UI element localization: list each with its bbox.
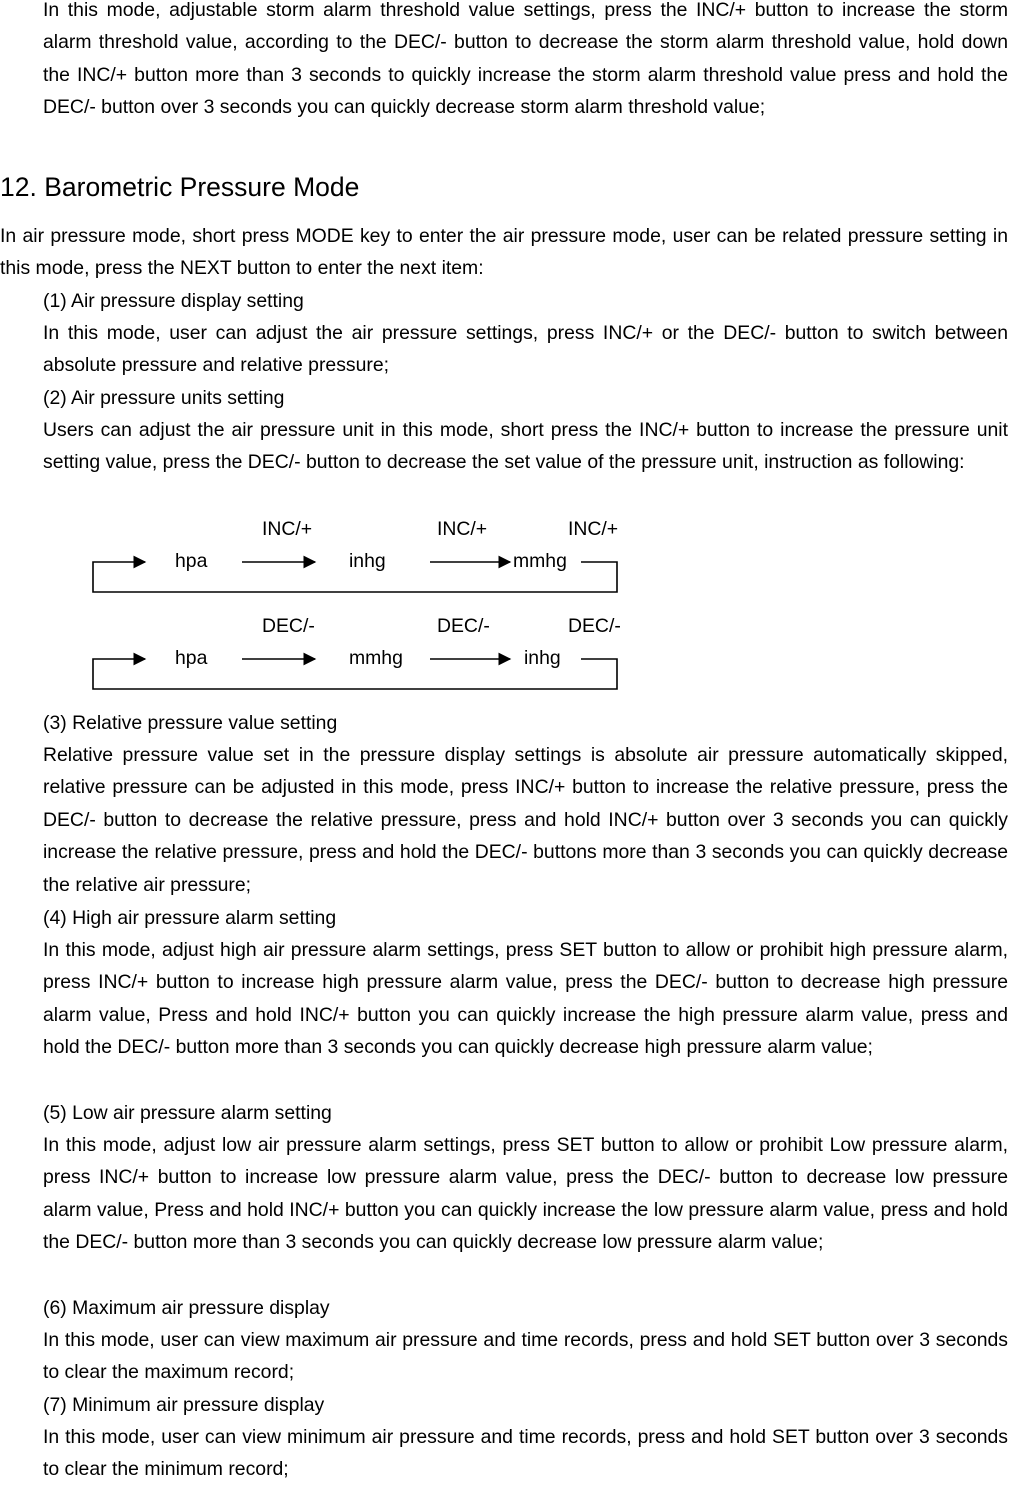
item-title-7: (7) Minimum air pressure display (43, 1394, 325, 1416)
dec-button-label: DEC/- (262, 615, 315, 637)
dec-unit: inhg (524, 647, 561, 669)
item-title-6: (6) Maximum air pressure display (43, 1297, 330, 1319)
section-intro: In air pressure mode, short press MODE key to enter the air pressure mode, user can be related pressure setting in this mode, press the NEXT button to enter the next item: (0, 225, 1008, 280)
dec-button-label: DEC/- (568, 615, 621, 637)
item-text-3: Relative pressure value set in the pressure display settings is absolute air pressure automatically skipped, relative pressure can be adjusted in this mode, press INC/+ button to increase the relative pressure, press the DEC/- button to decrease the relative pressure, press and hold INC/+ button over 3 seconds you can quickly increase the relative pressure, press and hold the DEC/- buttons more than 3 seconds you can quickly decrease the relative air pressure; (43, 744, 1008, 896)
item-title-5: (5) Low air pressure alarm setting (43, 1102, 332, 1124)
section-heading: 12. Barometric Pressure Mode (0, 172, 360, 202)
inc-button-label: INC/+ (262, 518, 313, 540)
item-text-7: In this mode, user can view minimum air pressure and time records, press and hold SET button over 3 seconds to clear the minimum record; (43, 1426, 1008, 1481)
item-title-1: (1) Air pressure display setting (43, 290, 304, 312)
diagram-lines (0, 0, 1010, 700)
item-text-1: In this mode, user can adjust the air pressure settings, press INC/+ or the DEC/- button to switch between absolute pressure and relative pressure; (43, 322, 1008, 377)
item-text-2: Users can adjust the air pressure unit in this mode, short press the INC/+ button to increase the pressure unit setting value, press the DEC/- button to decrease the set value of the pressure unit, instruction as following: (43, 419, 1008, 474)
item-text-4: In this mode, adjust high air pressure alarm settings, press SET button to allow or prohibit high pressure alarm, press INC/+ button to increase high pressure alarm value, press the DEC/- button to decrease high pressure alarm value, Press and hold INC/+ button you can quickly increase the high pressure alarm value, press and hold the DEC/- button more than 3 seconds you can quickly decrease high pressure alarm value; (43, 939, 1008, 1059)
inc-unit: hpa (175, 550, 208, 572)
storm-alarm-paragraph: In this mode, adjustable storm alarm threshold value settings, press the INC/+ button to increase the storm alarm threshold value, according to the DEC/- button to decrease the storm alarm threshold value, hold down the INC/+ button more than 3 seconds to quickly increase the storm alarm threshold value press and hold the DEC/- button over 3 seconds you can quickly decrease storm alarm threshold value; (43, 0, 1008, 119)
item-text-6: In this mode, user can view maximum air pressure and time records, press and hold SET button over 3 seconds to clear the maximum record; (43, 1329, 1008, 1384)
item-title-4: (4) High air pressure alarm setting (43, 907, 337, 929)
item-title-2: (2) Air pressure units setting (43, 387, 285, 409)
inc-button-label: INC/+ (568, 518, 619, 540)
dec-button-label: DEC/- (437, 615, 490, 637)
item-text-5: In this mode, adjust low air pressure alarm settings, press SET button to allow or prohibit Low pressure alarm, press INC/+ button to increase low pressure alarm value, press the DEC/- button to decrease low pressure alarm value, Press and hold INC/+ button you can quickly increase the low pressure alarm value, press and hold the DEC/- button more than 3 seconds you can quickly decrease low pressure alarm value; (43, 1134, 1008, 1254)
item-title-3: (3) Relative pressure value setting (43, 712, 338, 734)
inc-button-label: INC/+ (437, 518, 488, 540)
dec-unit: hpa (175, 647, 208, 669)
inc-unit: inhg (349, 550, 386, 572)
dec-unit: mmhg (349, 647, 403, 669)
inc-unit: mmhg (513, 550, 567, 572)
